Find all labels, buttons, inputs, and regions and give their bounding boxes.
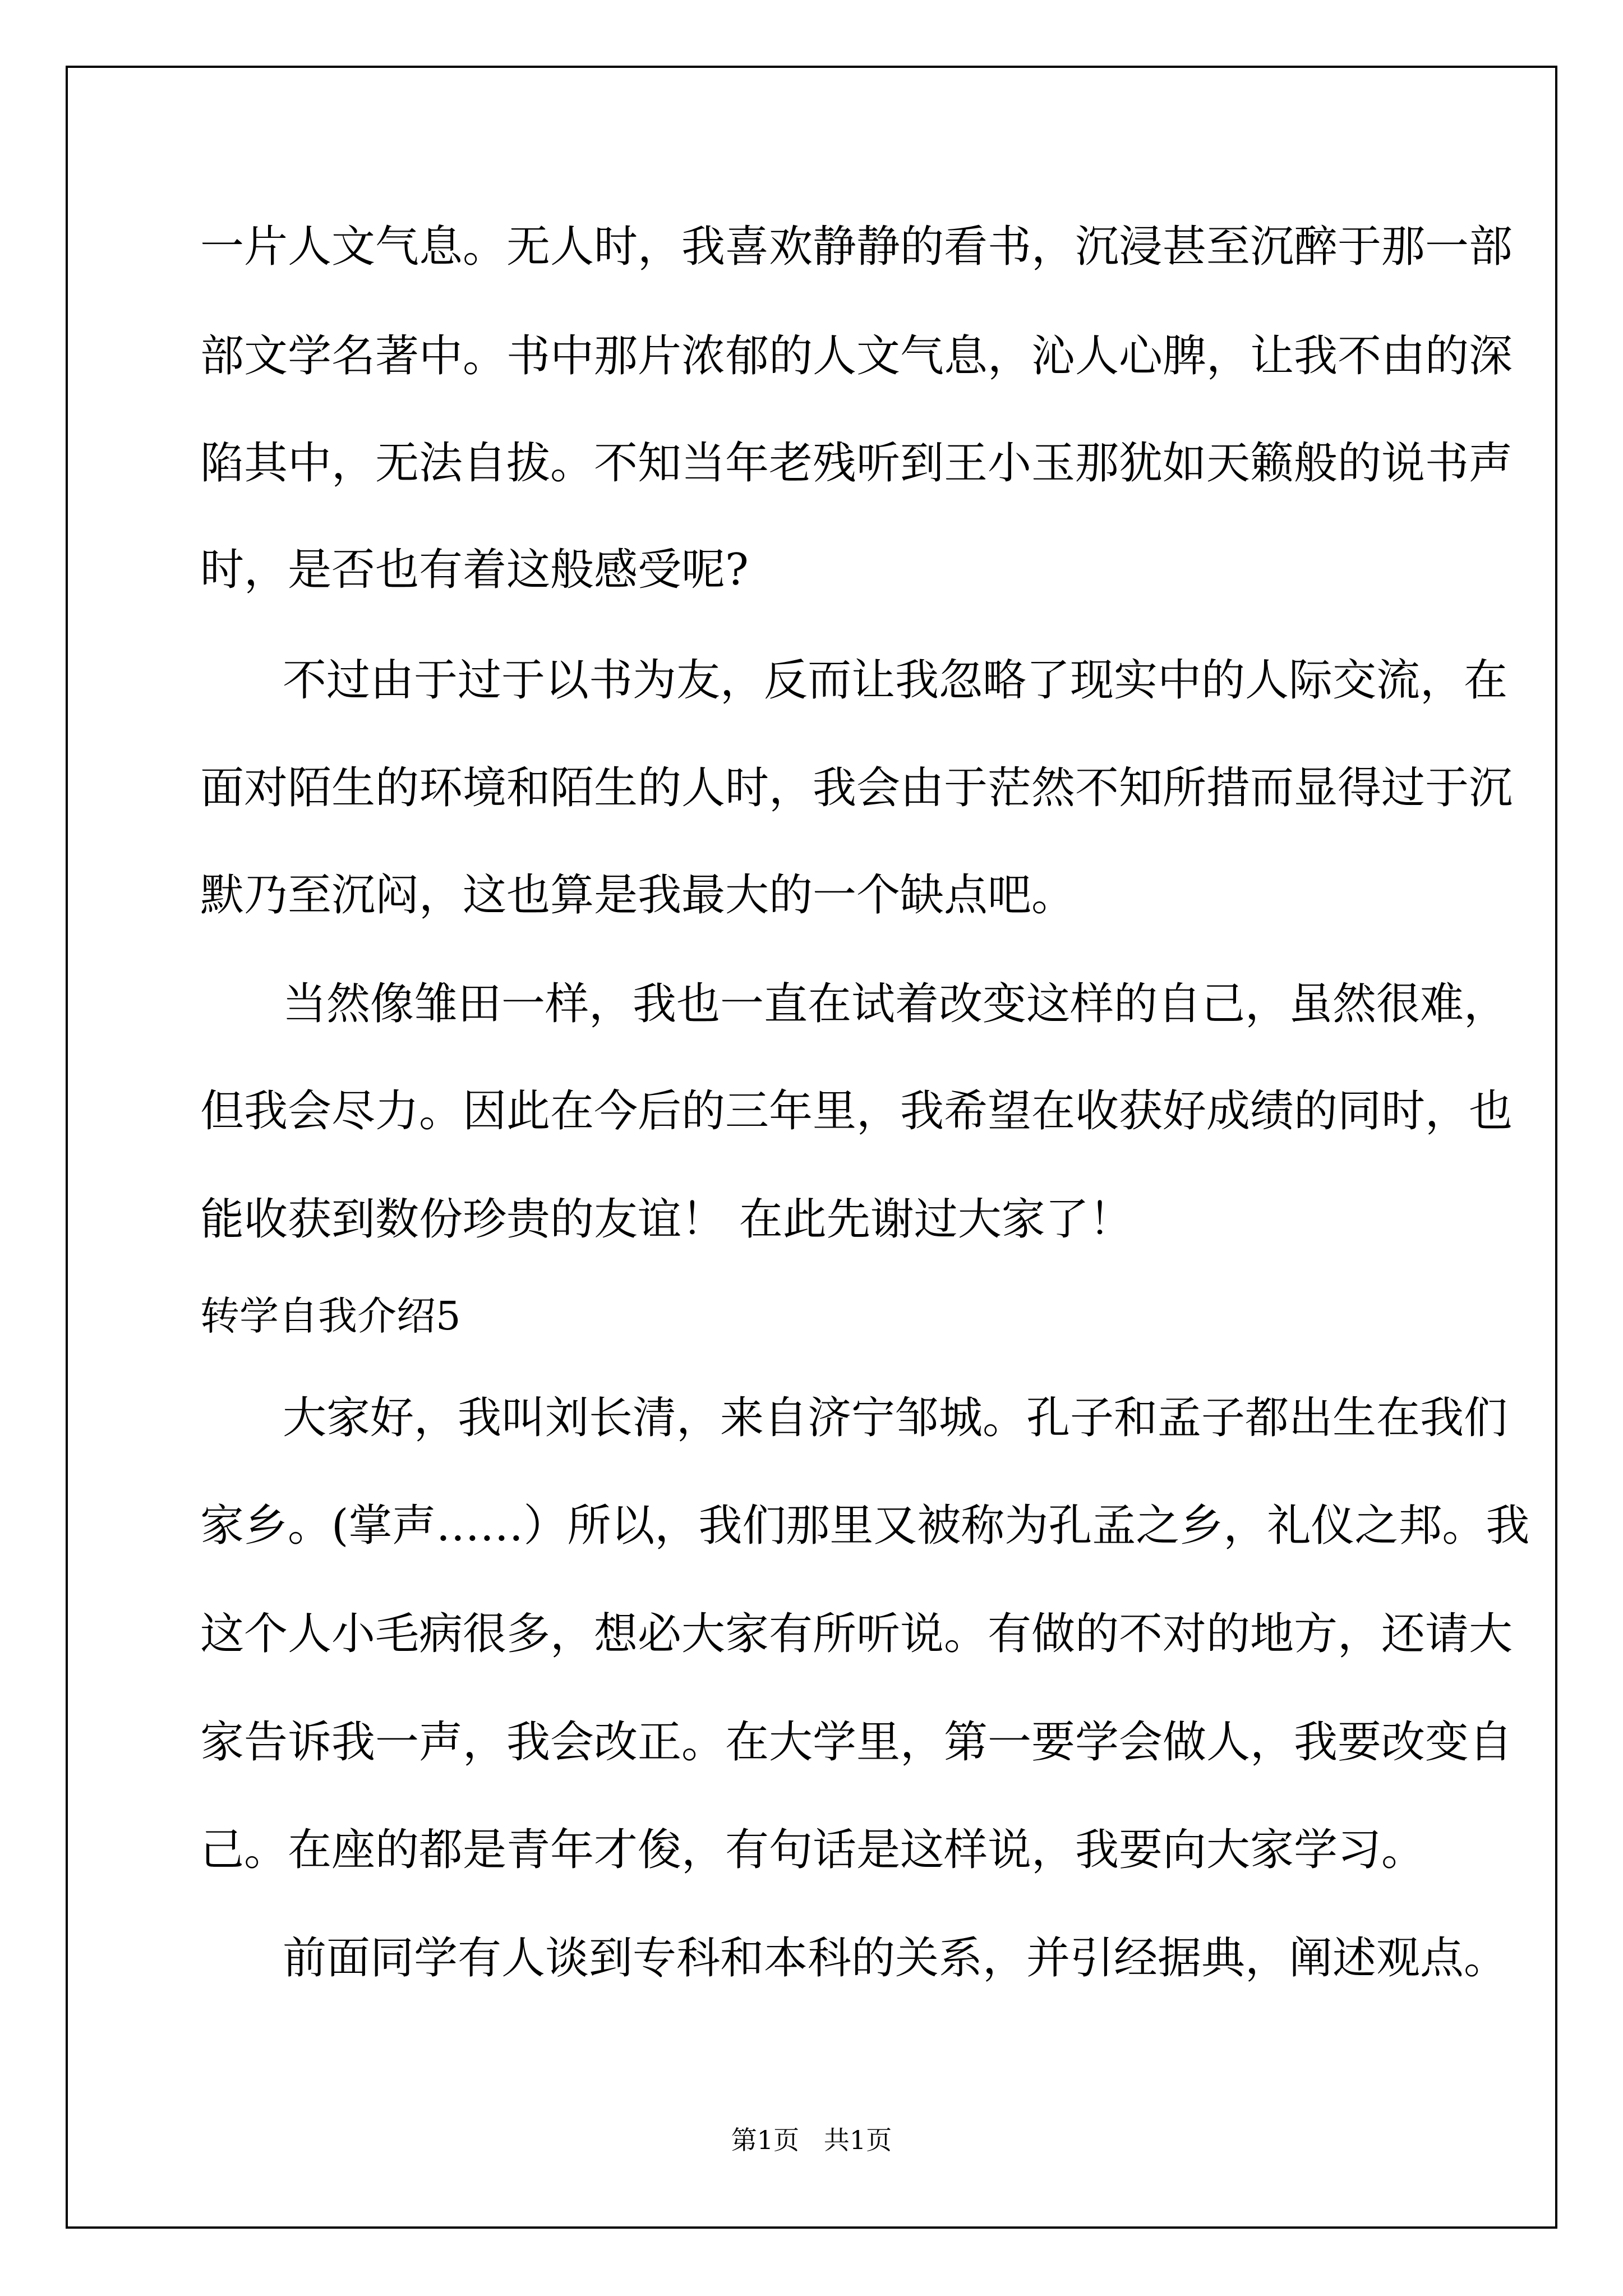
paragraph-line: 己。在座的都是青年才俊，有句话是这样说，我要向大家学习。 [200,1825,1426,1875]
page-frame [66,66,1557,2229]
paragraph-line: 家告诉我一声，我会改正。在大学里，第一要学会做人，我要改变自 [200,1717,1513,1768]
paragraph-line: 陷其中，无法自拔。不知当年老残听到王小玉那犹如天籁般的说书声 [200,438,1513,489]
paragraph-line: 家乡。(掌声……）所以，我们那里又被称为孔孟之乡，礼仪之邦。我 [200,1501,1530,1551]
paragraph-line: 前面同学有人谈到专科和本科的关系，并引经据典，阐述观点。 [283,1933,1508,1984]
paragraph-line: 部文学名著中。书中那片浓郁的人文气息，沁人心脾，让我不由的深 [200,331,1513,381]
paragraph-line: 默乃至沉闷，这也算是我最大的一个缺点吧。 [200,870,1076,921]
paragraph-line: 能收获到数份珍贵的友谊！ 在此先谢过大家了！ [200,1194,1133,1245]
paragraph-line: 不过由于过于以书为友，反而让我忽略了现实中的人际交流，在 [283,655,1508,706]
paragraph-line: 面对陌生的环境和陌生的人时，我会由于茫然不知所措而显得过于沉 [200,763,1513,813]
paragraph-line: 这个人小毛病很多，想必大家有所听说。有做的不对的地方，还请大 [200,1609,1513,1659]
page-footer: 第1页 共1页 [731,2125,892,2155]
paragraph-line: 当然像雏田一样，我也一直在试着改变这样的自己，虽然很难， [283,979,1508,1029]
section-heading: 转学自我介绍5 [200,1293,461,1339]
paragraph-line: 但我会尽力。因此在今后的三年里，我希望在收获好成绩的同时，也 [200,1086,1513,1137]
paragraph-line: 一片人文气息。无人时，我喜欢静静的看书，沉浸甚至沉醉于那一部 [200,222,1513,272]
paragraph-line: 时，是否也有着这般感受呢? [200,545,749,595]
paragraph-line: 大家好，我叫刘长清，来自济宁邹城。孔子和孟子都出生在我们 [283,1393,1508,1443]
